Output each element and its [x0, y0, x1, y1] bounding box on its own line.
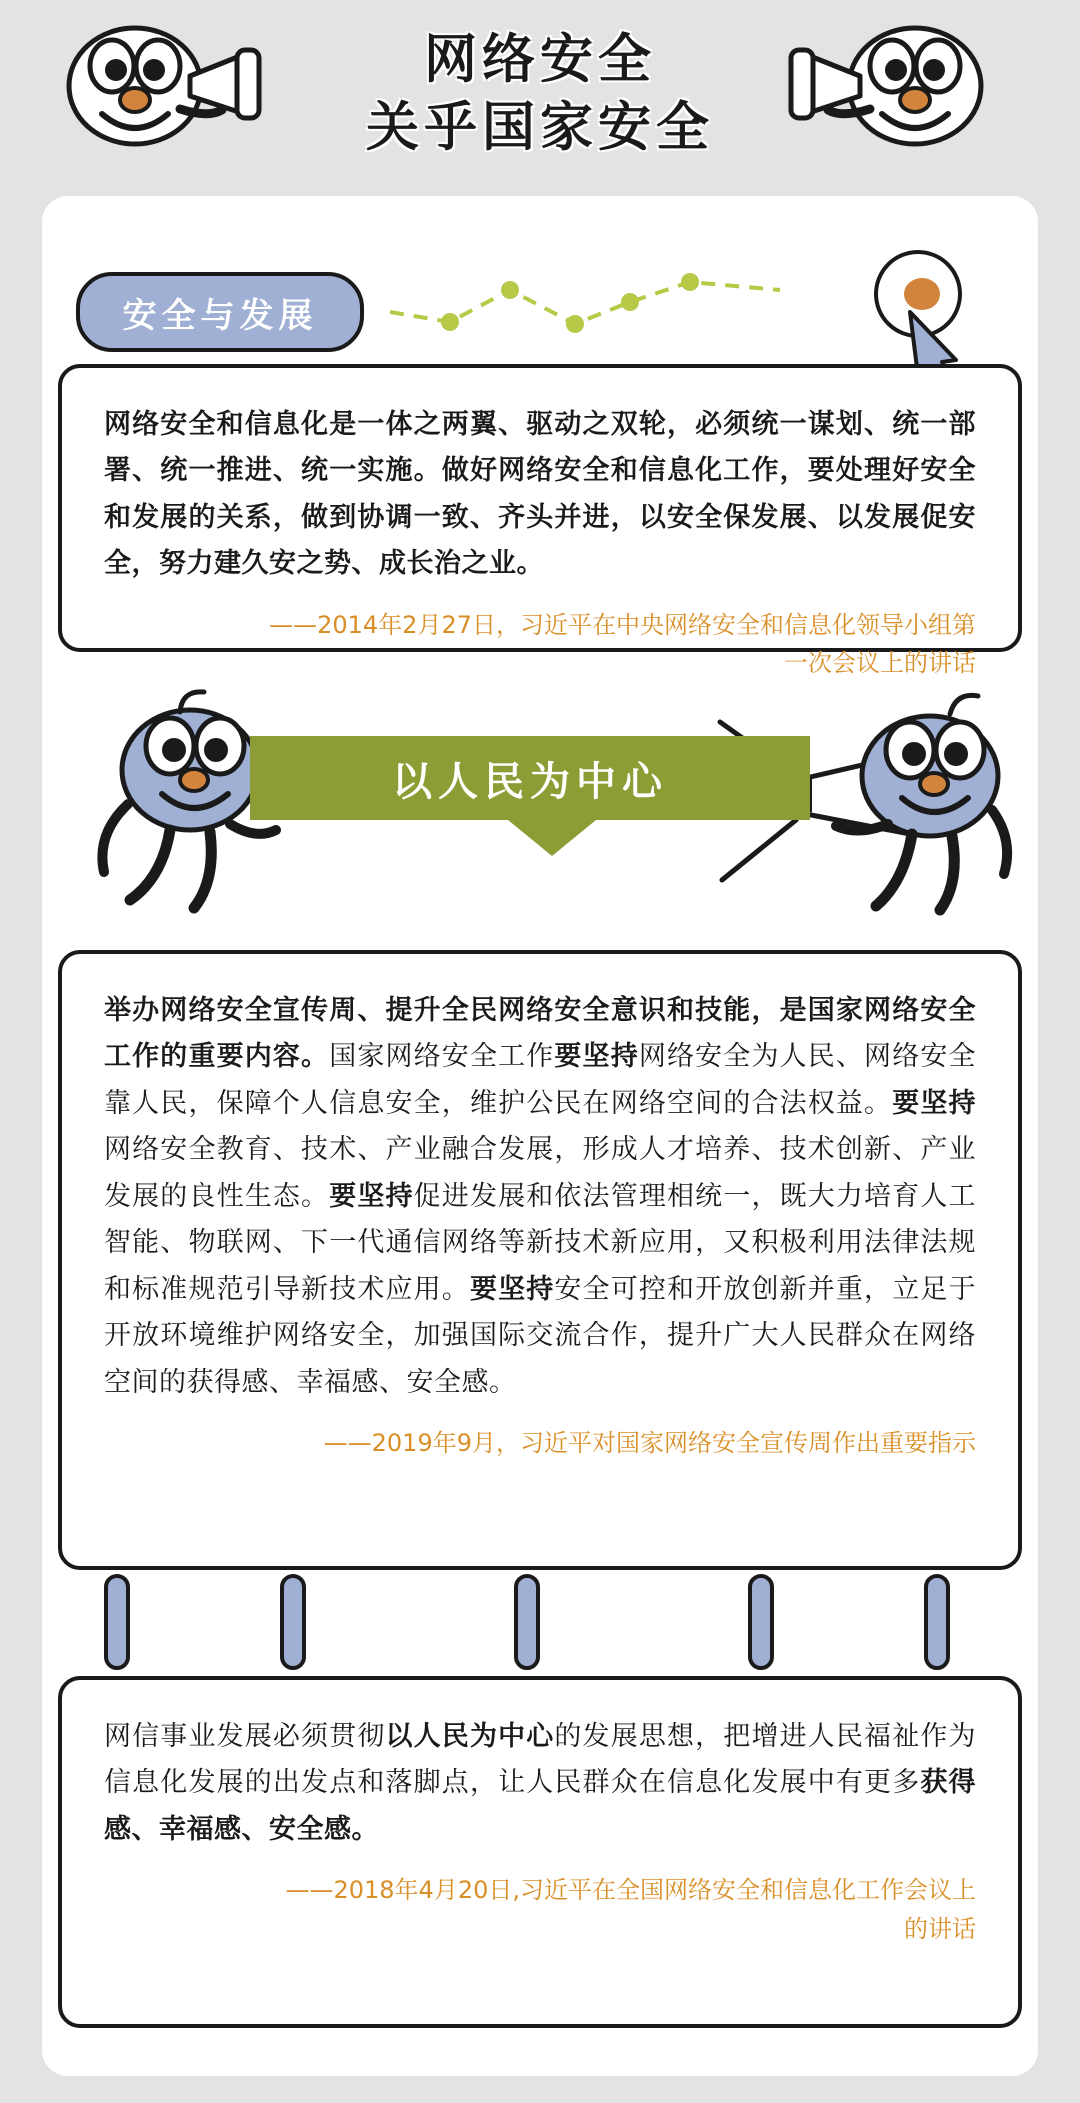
quote-text-1: 网络安全和信息化是一体之两翼、驱动之双轮，必须统一谋划、统一部署、统一推进、统一实施。做好网络安全和信息化工作，要处理好安全和发展的关系，做到协调一致、齐头并进，以安全保发展、以发展促安全，努力建久安之势、成长治之业。 — [104, 409, 976, 580]
quote-text-2 — [104, 988, 976, 1406]
quote-box-1 — [58, 364, 1022, 678]
connector-pin — [514, 1574, 540, 1670]
emphasis-text: 获得感、幸福感、安全感。 — [104, 1767, 977, 1845]
title-line-1: 网络安全 — [424, 29, 656, 90]
megaphone-mascot-left — [40, 14, 270, 184]
dashed-polyline-decoration — [380, 262, 800, 352]
connector-pin — [104, 1574, 130, 1670]
body-text: 国家网络安全工作 — [329, 1041, 555, 1073]
attribution-line-2: 一次会议上的讲话 — [784, 649, 976, 678]
emphasis-text: 要坚持 — [469, 1273, 555, 1305]
emphasis-text: 要坚持 — [554, 1041, 639, 1073]
connector-pin — [748, 1574, 774, 1670]
attribution-line-1: ——2019年9月，习近平对国家网络安全宣传周作出重要指示 — [323, 1428, 976, 1457]
quote-box-2 — [58, 950, 1022, 1570]
cursor-target-decoration — [860, 250, 990, 380]
body-text: 网络安全为人民、网络安全靠人民，保障个人信息安全，维护公民在网络空间的合法权益。 — [104, 1041, 977, 1119]
page-title — [270, 26, 810, 162]
attribution-line-1: ——2018年4月20日,习近平在全国网络安全和信息化工作会议上 — [285, 1876, 976, 1905]
section-badge-safety-development — [76, 272, 364, 352]
banner-tail — [508, 820, 596, 856]
quote-box-3 — [58, 1676, 1022, 2028]
connector-pin — [924, 1574, 950, 1670]
title-line-2: 关乎国家安全 — [366, 96, 714, 158]
attribution-line-2: 的讲话 — [904, 1914, 976, 1943]
quote-attribution-1 — [104, 606, 976, 683]
emphasis-text: 要坚持 — [329, 1180, 414, 1212]
body-text: 安全可控和开放创新并重，立足于开放环境维护网络安全，加强国际交流合作，提升广大人民群众在网络空间的获得感、幸福感、安全感。 — [104, 1273, 977, 1398]
connector-pins — [58, 1574, 1022, 1678]
emphasis-text: 以人民为中心 — [385, 1721, 555, 1752]
poster-header — [0, 0, 1080, 210]
body-text: 的发展思想，把增进人民福祉作为信息化发展的出发点和落脚点，让人民群众在信息化发展中有更多 — [104, 1721, 977, 1799]
quote-text-3 — [104, 1714, 976, 1853]
section-banner-people-centered — [250, 736, 810, 820]
emphasis-text: 举办网络安全宣传周、提升全民网络安全意识和技能，是国家网络安全工作的重要内容。 — [104, 995, 976, 1073]
body-text: 促进发展和依法管理相统一，既大力培育人工智能、物联网、下一代通信网络等新技术新应用，又积极利用法律法规和标准规范引导新技术应用。 — [104, 1180, 977, 1305]
badge-label: 安全与发展 — [122, 295, 318, 336]
emphasis-text: 要坚持 — [892, 1087, 977, 1119]
quote-attribution-2 — [104, 1424, 976, 1462]
body-text: 网信事业发展必须贯彻 — [104, 1721, 386, 1752]
banner-label: 以人民为中心 — [392, 758, 668, 805]
body-text: 网络安全教育、技术、产业融合发展，形成人才培养、技术创新、产业发展的良性生态。 — [104, 1134, 976, 1212]
connector-pin — [280, 1574, 306, 1670]
attribution-line-1: ——2014年2月27日，习近平在中央网络安全和信息化领导小组第 — [269, 610, 976, 639]
quote-attribution-3 — [104, 1871, 976, 1948]
